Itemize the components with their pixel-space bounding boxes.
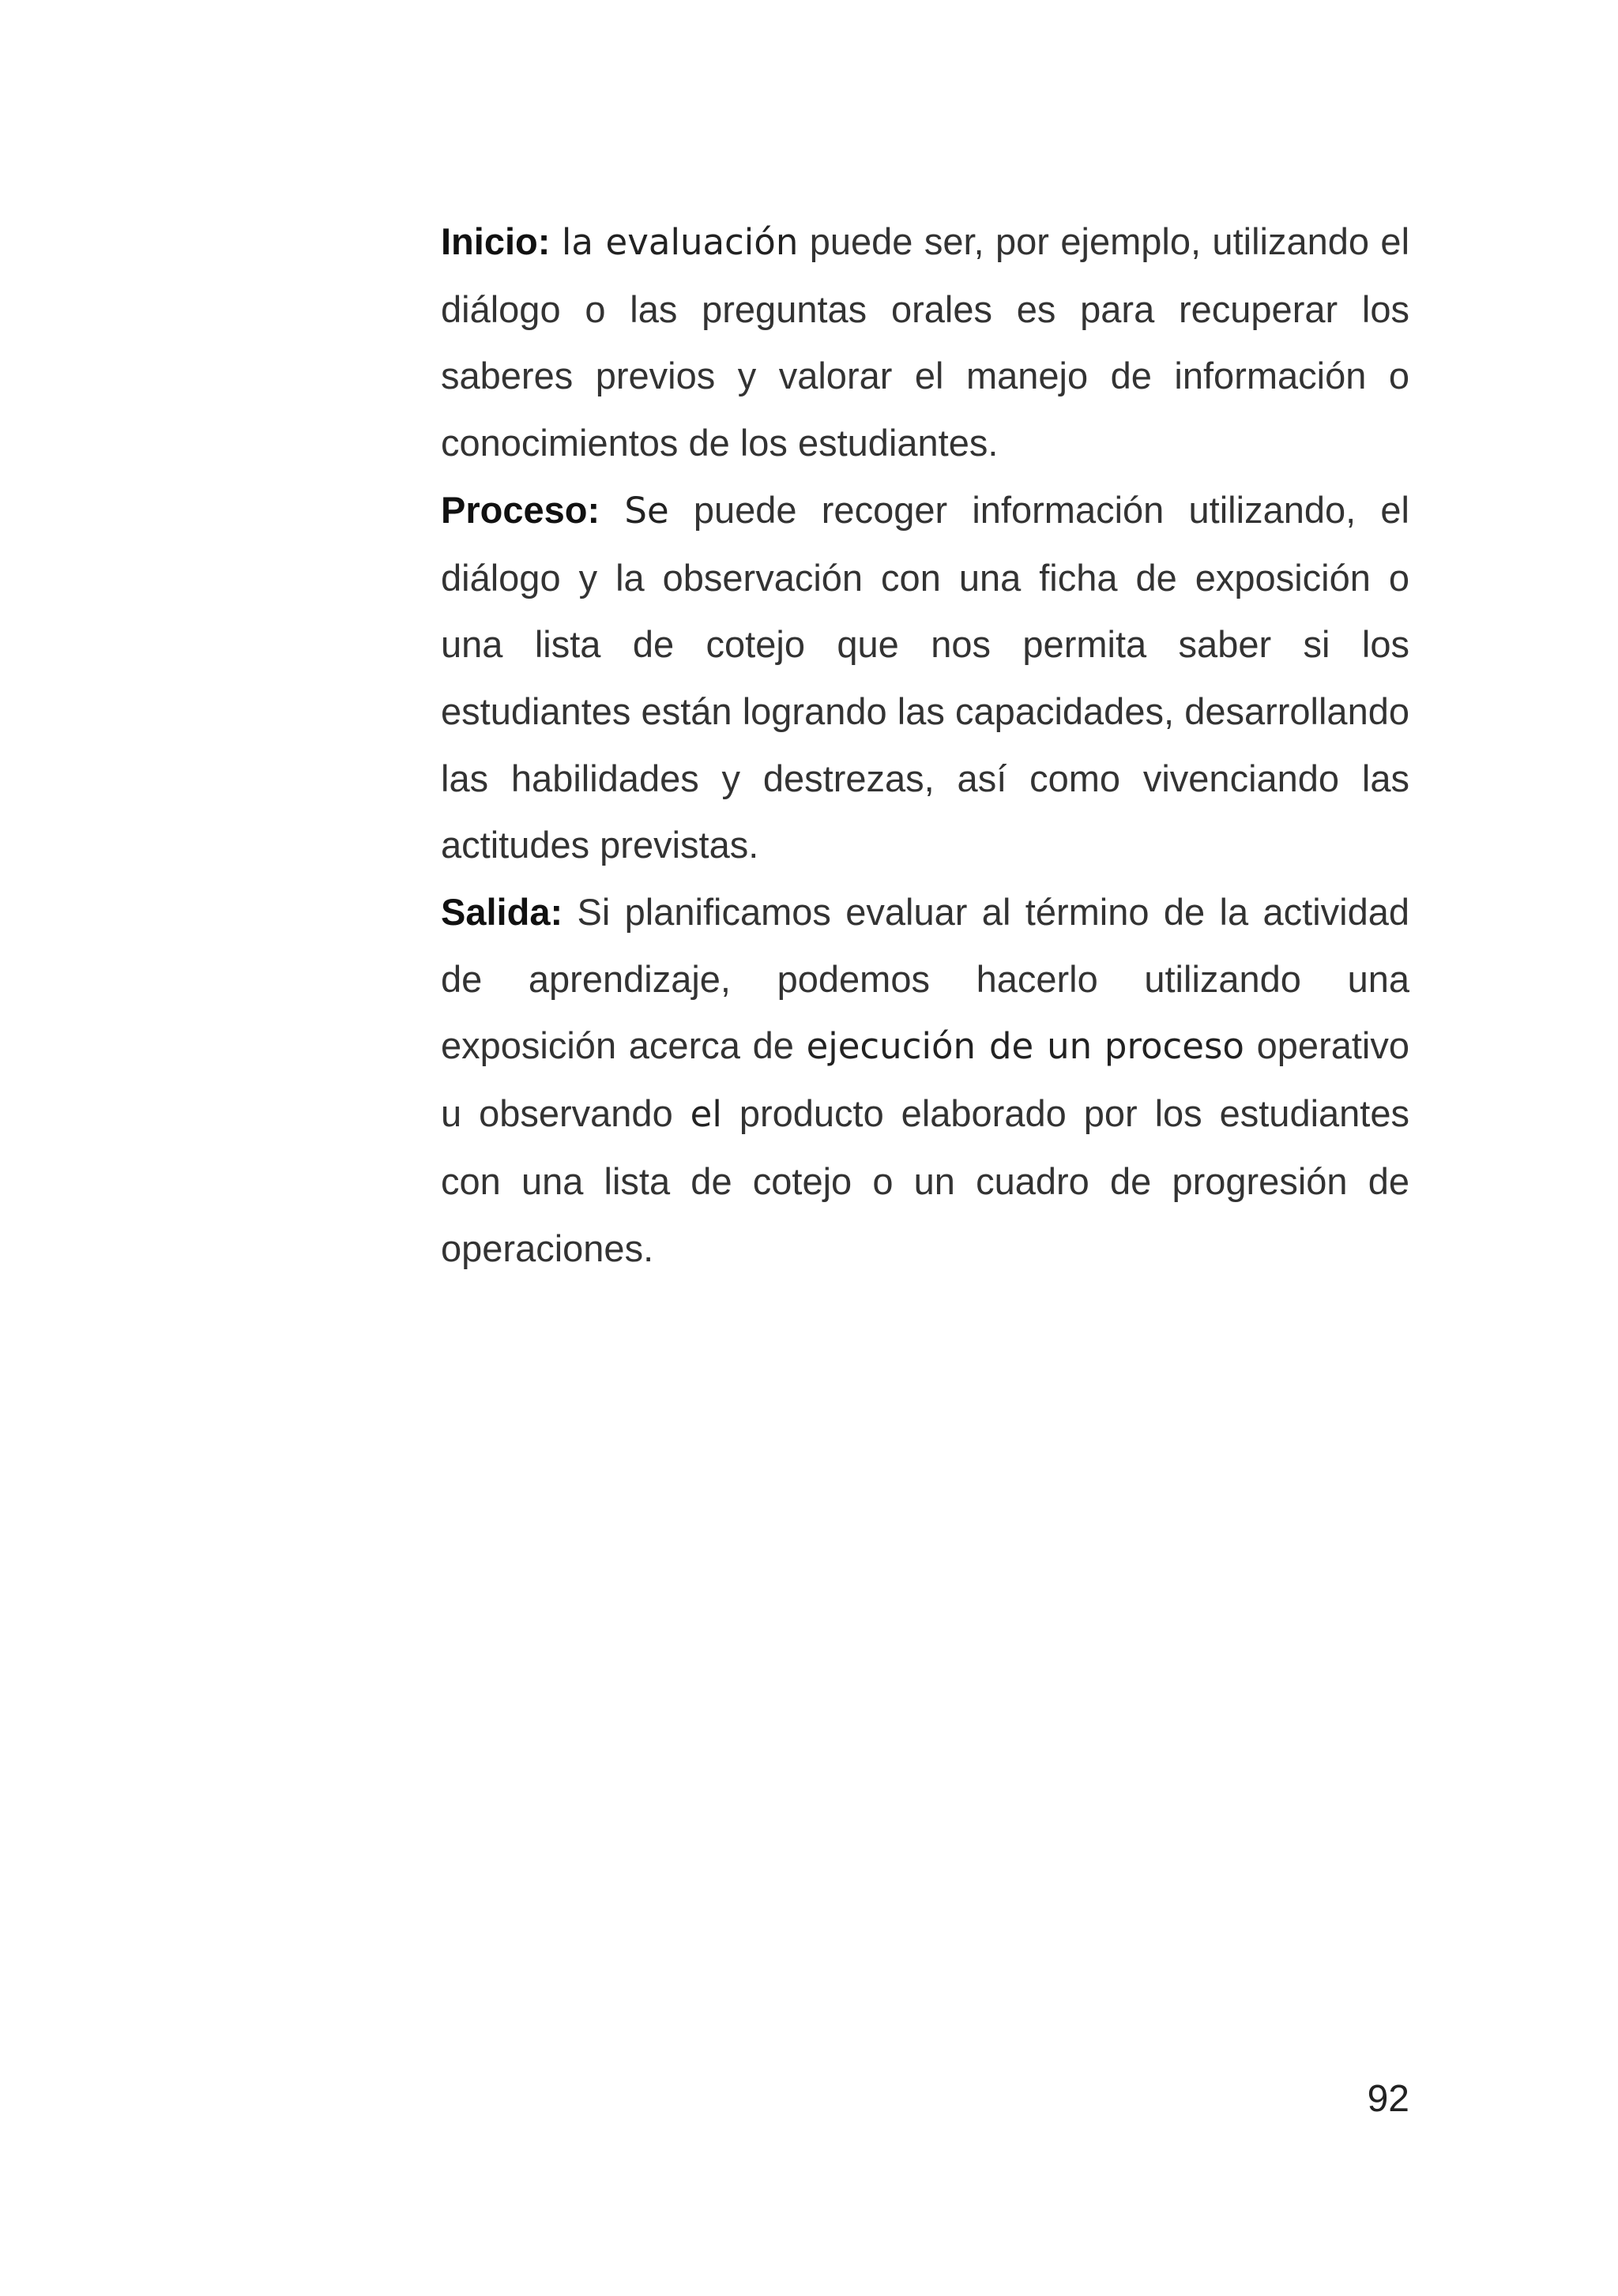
paragraph-inicio: [441, 209, 1409, 477]
proceso-text: puede recoger información utilizando, el diálogo y la observación con una ficha de exposición o una lista de cotejo que nos permita saber si los estudiantes están logrando las capacidades, desarrollando las habilidades y destrezas, así como vivenciando las actitudes previstas.: [441, 488, 1409, 866]
salida-highlight-1: ejecución de un: [806, 1025, 1093, 1068]
salida-text-3: producto elaborado por los estudiantes con una lista de cotejo o un cuadro de progresión de operaciones.: [441, 1092, 1409, 1269]
salida-highlight-3: el: [690, 1093, 722, 1136]
salida-text-2: operativo u observando: [441, 1024, 1409, 1135]
inicio-highlight-text: la evaluación: [561, 221, 799, 263]
section-label-salida: Salida:: [441, 891, 563, 934]
body-text: [441, 209, 1409, 1282]
salida-text-1: Si planificamos evaluar al término de la actividad de aprendizaje, podemos hacerlo utilizando una exposición acerca de: [441, 891, 1409, 1067]
section-label-inicio: Inicio:: [441, 220, 551, 262]
section-label-proceso: Proceso:: [441, 488, 600, 531]
paragraph-salida: [441, 879, 1409, 1282]
salida-highlight-2: proceso: [1104, 1025, 1244, 1068]
paragraph-proceso: [441, 477, 1409, 879]
inicio-text: puede ser, por ejemplo, utilizando el diálogo o las preguntas orales es para recuperar los saberes previos y valorar el manejo de información o conocimientos de los estudiantes.: [441, 220, 1410, 464]
page-number: 92: [1367, 2078, 1409, 2120]
proceso-highlight-text: Se: [624, 489, 669, 532]
